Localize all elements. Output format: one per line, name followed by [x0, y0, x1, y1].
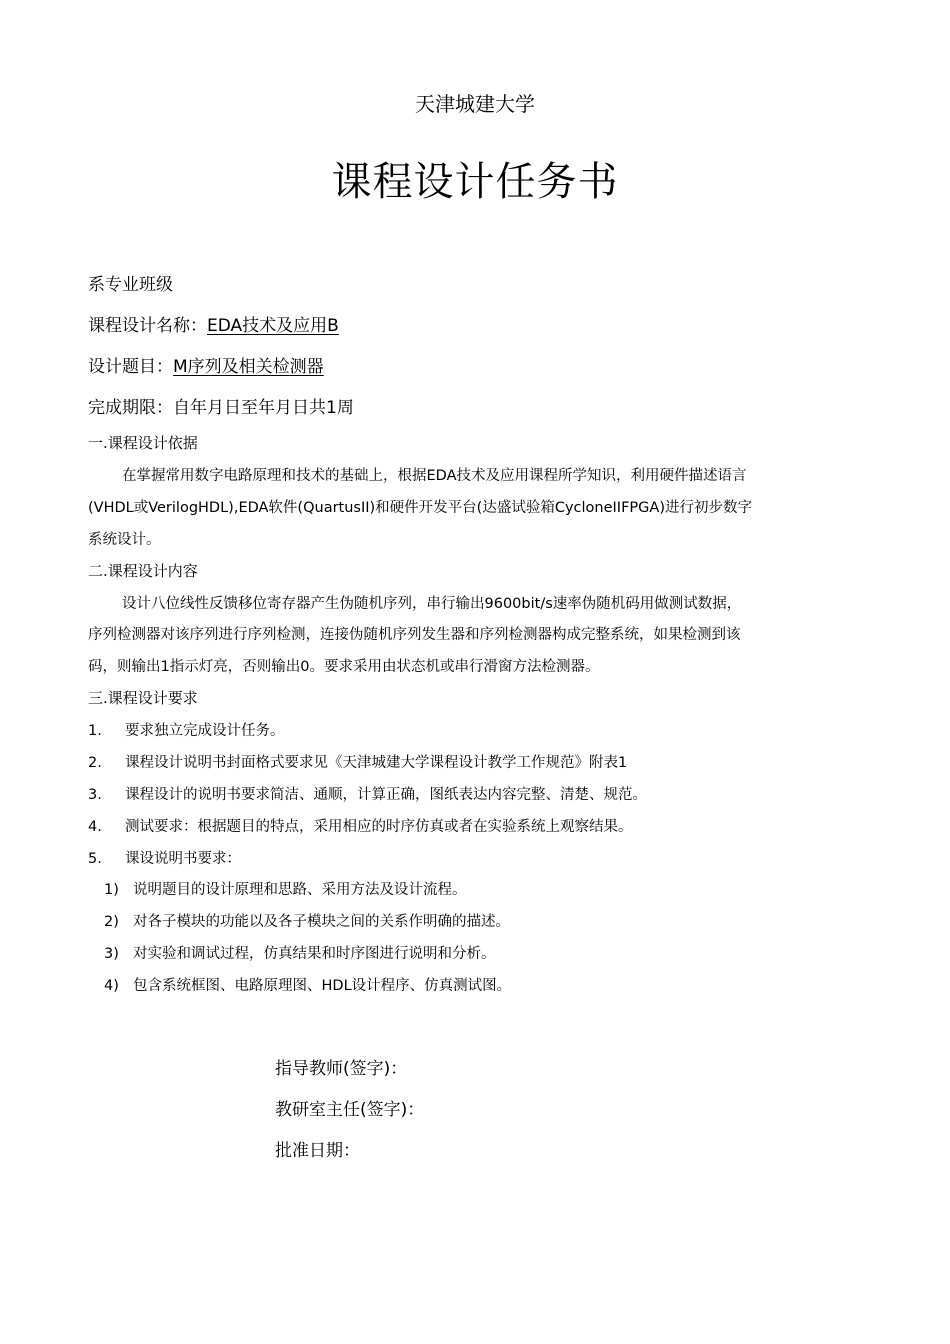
- design-topic-line: [88, 352, 324, 377]
- section-heading-basis: 一.课程设计依据: [88, 434, 198, 452]
- report-requirement-text: 包含系统框图、电路原理图、HDL设计程序、仿真测试图。: [133, 978, 512, 994]
- course-name-line: [88, 311, 339, 336]
- report-requirement-text: 对实验和调试过程，仿真结果和时序图进行说明和分析。: [133, 946, 496, 962]
- department-line: 系专业班级: [88, 275, 173, 295]
- requirement-text: 课程设计说明书封面格式要求见《天津城建大学课程设计教学工作规范》附表1: [125, 755, 628, 771]
- design-topic-value: M序列及相关检测器: [173, 357, 324, 377]
- requirement-item: [88, 783, 647, 804]
- report-requirement-item: [104, 910, 510, 931]
- content-line-2: 序列检测器对该序列进行序列检测，连接伪随机序列发生器和序列检测器构成完整系统，如果检测到该: [88, 627, 741, 643]
- completion-period: 完成期限：自年月日至年月日共1周: [88, 398, 354, 418]
- requirement-text: 测试要求：根据题目的特点，采用相应的时序仿真或者在实验系统上观察结果。: [125, 819, 633, 835]
- report-requirement-item: [104, 974, 511, 995]
- requirement-number: 2.: [88, 755, 102, 771]
- basis-line-1: 在掌握常用数字电路原理和技术的基础上，根据EDA技术及应用课程所学知识，利用硬件描述语言: [122, 468, 747, 484]
- requirement-item: [88, 751, 627, 772]
- document-title: 课程设计任务书: [331, 159, 619, 205]
- advisor-signature: 指导教师(签字)：: [275, 1059, 408, 1079]
- report-requirement-number: 1): [104, 882, 119, 898]
- content-line-3: 码，则输出1指示灯亮，否则输出0。要求采用由状态机或串行滑窗方法检测器。: [88, 659, 600, 675]
- report-requirement-item: [104, 942, 496, 963]
- content-line-1: 设计八位线性反馈移位寄存器产生伪随机序列，串行输出9600bit/s速率伪随机码用做测试数据，: [122, 596, 742, 612]
- approval-date: 批准日期：: [275, 1141, 360, 1161]
- director-signature: 教研室主任(签字)：: [275, 1100, 425, 1120]
- basis-line-2: (VHDL或VerilogHDL),EDA软件(QuartusII)和硬件开发平台(达盛试验箱CycloneIIFPGA)进行初步数字: [88, 500, 752, 516]
- university-name: 天津城建大学: [415, 92, 535, 116]
- section-heading-requirements: 三.课程设计要求: [88, 689, 198, 707]
- requirement-number: 4.: [88, 819, 102, 835]
- report-requirement-number: 4): [104, 978, 119, 994]
- basis-line-3: 系统设计。: [88, 532, 161, 548]
- requirement-text: 课程设计的说明书要求简洁、通顺，计算正确，图纸表达内容完整、清楚、规范。: [125, 787, 647, 803]
- section-heading-content: 二.课程设计内容: [88, 562, 198, 580]
- design-topic-label: 设计题目：: [88, 357, 173, 377]
- report-requirement-item: [104, 878, 467, 899]
- requirement-item: [88, 815, 633, 836]
- requirement-text: 课设说明书要求：: [125, 851, 241, 867]
- requirement-text: 要求独立完成设计任务。: [125, 723, 285, 739]
- requirement-item: [88, 847, 241, 868]
- course-name-label: 课程设计名称：: [88, 316, 207, 336]
- report-requirement-number: 3): [104, 946, 119, 962]
- course-name-value: EDA技术及应用B: [207, 316, 339, 336]
- report-requirement-text: 对各子模块的功能以及各子模块之间的关系作明确的描述。: [133, 914, 510, 930]
- requirement-number: 1.: [88, 723, 102, 739]
- requirement-number: 3.: [88, 787, 102, 803]
- report-requirement-number: 2): [104, 914, 119, 930]
- requirement-item: [88, 719, 285, 740]
- requirement-number: 5.: [88, 851, 102, 867]
- report-requirement-text: 说明题目的设计原理和思路、采用方法及设计流程。: [133, 882, 467, 898]
